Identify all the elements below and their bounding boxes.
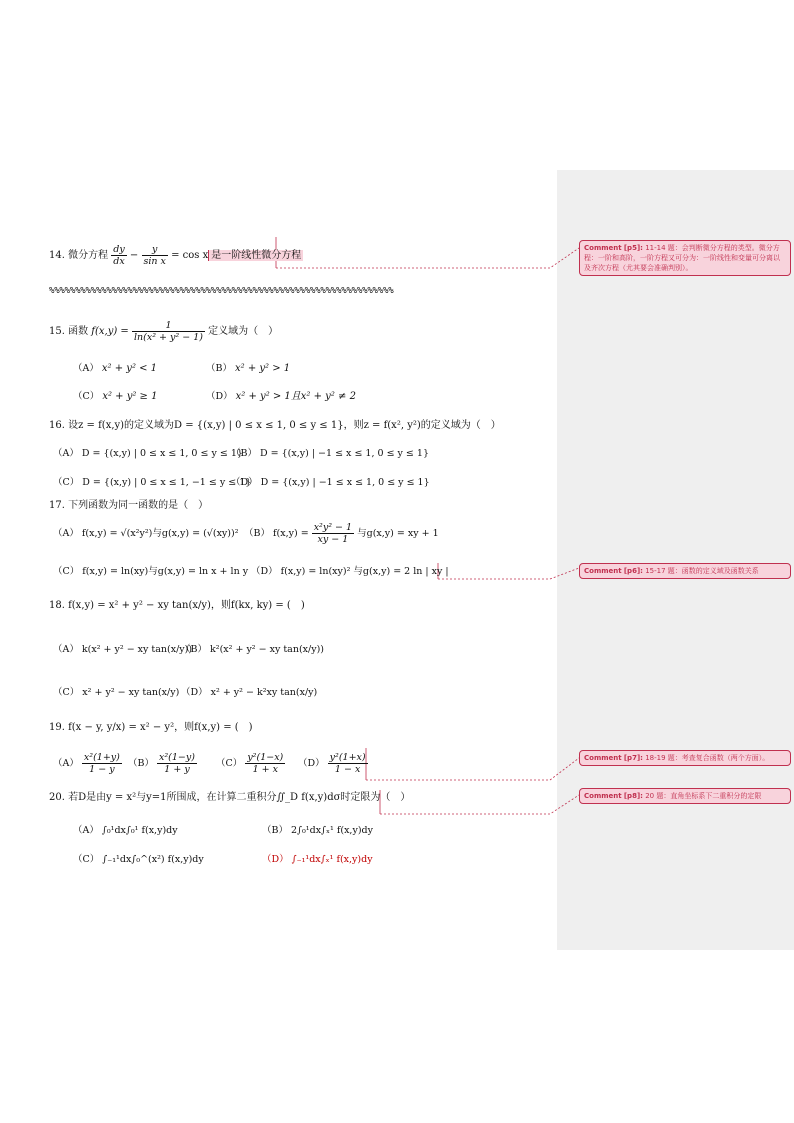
q19-option-c[interactable]: （C） $\frac{\text{y²(1−x)}}{1 + x}$ [216, 752, 284, 775]
question-14: 14. 微分方程 $\frac{dy}{dx}$ − $\frac{y}{\text{sin x}}$ = cos x 是一阶线性微分方程 [49, 244, 302, 267]
q20-option-a[interactable]: （A） ∫₀¹dx∫₀¹ f(x,y)dy [73, 825, 178, 836]
q15-option-c[interactable]: （C） x² + y² ≥ 1 [73, 391, 158, 402]
q20-option-c[interactable]: （C） ∫₋₁¹dx∫₀^(x²) f(x,y)dy [73, 854, 204, 865]
question-15-fraction: $\frac{1}{\text{ln(x² + y² − 1)}}$ [134, 320, 203, 343]
q17-option-d[interactable]: （D） f(x,y) = ln(xy)² 与g(x,y) = 2 ln | xy | [251, 566, 449, 577]
question-16: 16. 设z = f(x,y)的定义域为D = {(x,y) | 0 ≤ x ≤ 1, 0 ≤ y ≤ 1}，则z = f(x², y²)的定义域为（ ） [49, 420, 501, 431]
question-14-eq-tail: = cos x [171, 250, 209, 261]
question-14-number: 14. 微分方程 [49, 250, 109, 261]
comment-p7[interactable]: Comment [p7]: 18-19 题：考查复合函数（两个方面）。 [579, 750, 791, 766]
question-18: 18. f(x,y) = x² + y² − xy tan(x/y)，则f(kx, ky) = ( ) [49, 600, 305, 611]
question-15-tail: 定义域为（ ） [208, 326, 279, 337]
q19-option-d[interactable]: （D） $\frac{\text{y²(1+x)}}{1 - x}$ [298, 752, 366, 775]
question-20: 20. 若D是由y = x²与y=1所围成，在计算二重积分∬_D f(x,y)dσ时定限为（ ） [49, 792, 411, 803]
q15-option-b[interactable]: （B） x² + y² > 1 [206, 363, 291, 374]
question-15 [49, 320, 278, 343]
q19-option-b[interactable]: （B） $\frac{\text{x²(1−y)}}{1 + y}$ [128, 752, 195, 775]
q17-option-c[interactable]: （C） f(x,y) = ln(xy)与g(x,y) = ln x + ln y [53, 566, 249, 577]
comment-p8[interactable]: Comment [p8]: 20 题：直角坐标系下二重积分的定限 [579, 788, 791, 804]
question-15-number: 15. 函数 [49, 326, 89, 337]
q16-option-c[interactable]: （C） D = {(x,y) | 0 ≤ x ≤ 1, −1 ≤ y ≤ 1} [53, 477, 252, 488]
q18-option-b[interactable]: （B） k²(x² + y² − xy tan(x/y)) [181, 644, 325, 655]
q20-option-b[interactable]: （B） 2∫₀¹dx∫ₓ¹ f(x,y)dy [262, 825, 373, 836]
question-17: 17. 下列函数为同一函数的是（ ） [49, 500, 209, 511]
q16-option-a[interactable]: （A） D = {(x,y) | 0 ≤ x ≤ 1, 0 ≤ y ≤ 1} [53, 448, 243, 459]
q16-option-d[interactable]: （D） D = {(x,y) | −1 ≤ x ≤ 1, 0 ≤ y ≤ 1} [231, 477, 430, 488]
separator-line: %%%%%%%%%%%%%%%%%%%%%%%%%%%%%%%%%%%%%%%%%%%%%%%%%%%%%%%%%%%%%%%%%% [49, 286, 394, 296]
q18-option-a[interactable]: （A） k(x² + y² − xy tan(x/y)) [53, 644, 193, 655]
q16-option-b[interactable]: （B） D = {(x,y) | −1 ≤ x ≤ 1, 0 ≤ y ≤ 1} [231, 448, 430, 459]
question-15-function: f(x,y) = [91, 326, 129, 337]
q15-option-d[interactable]: （D） x² + y² > 1且x² + y² ≠ 2 [206, 391, 356, 402]
q19-option-a[interactable]: （A） $\frac{\text{x²(1+y)}}{1 - y}$ [53, 752, 120, 775]
q20-option-d[interactable]: （D） ∫₋₁¹dx∫ₓ¹ f(x,y)dy [262, 854, 373, 865]
q17-b-fraction: $\frac{\text{x²y² − 1}}{xy - 1}$ [313, 522, 353, 545]
question-14-highlight: 是一阶线性微分方程 [208, 250, 303, 261]
question-19: 19. f(x − y, y/x) = x² − y²，则f(x,y) = ( ) [49, 722, 253, 733]
q17-option-b[interactable]: （B） f(x,y) = $\frac{\text{x²y² − 1}}{xy - 1}$ 与g(x,y) = xy + 1 [244, 522, 439, 545]
q18-option-d[interactable]: （D） x² + y² − k²xy tan(x/y) [181, 687, 318, 698]
q18-option-c[interactable]: （C） x² + y² − xy tan(x/y) [53, 687, 180, 698]
comment-p6[interactable]: Comment [p6]: 15-17 题：函数的定义域及函数关系 [579, 563, 791, 579]
comment-p5[interactable]: Comment [p5]: 11-14 题：会判断微分方程的类型。微分方程：一阶和高阶，一阶方程又可分为：一阶线性和变量可分离以及齐次方程（尤其要会准确判别）。 [579, 240, 791, 276]
q15-option-a[interactable]: （A） x² + y² < 1 [73, 363, 158, 374]
q17-option-a[interactable]: （A） f(x,y) = √(x²y²)与g(x,y) = (√(xy))² [53, 528, 239, 539]
dy-dx-fraction: $\frac{dy}{dx}$ [113, 244, 125, 267]
y-over-sinx-fraction: $\frac{y}{\text{sin x}}$ [143, 244, 166, 267]
